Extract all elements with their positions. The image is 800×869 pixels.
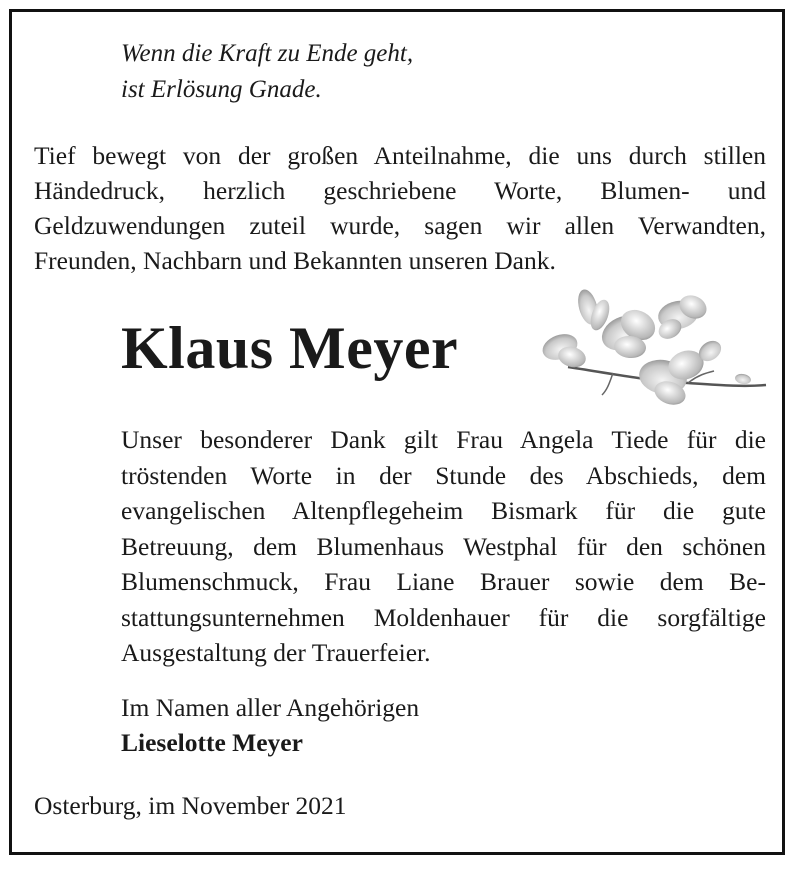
poem-verse <box>121 36 621 108</box>
thanks-line: Betreuung, dem Blumenhaus Westphal für den schönen <box>121 531 766 561</box>
signer-name: Lieselotte Meyer <box>121 728 303 757</box>
deceased-name: Klaus Meyer <box>121 315 459 381</box>
thanks-line: Ausgestaltung der Trauerfeier. <box>121 638 431 667</box>
intro-paragraph: Tief bewegt von der großen Anteilnahme, die uns durch stillen Händedruck, herzlich geschriebene Worte, Blumen- und Geldzuwendungen zuteil wurde, sagen wir allen Verwandten, Freunden, Nachbarn und Bekannten unseren Dank. <box>34 141 766 275</box>
magnolia-branch-icon <box>538 285 770 413</box>
thanks-line: evangelischen Altenpflegeheim Bismark für die gute <box>121 496 766 525</box>
thanks-line: stattungsunternehmen Moldenhauer für die sorgfältige <box>121 602 766 632</box>
thanks-line: Unser besonderer Dank gilt Frau Angela Tiede für die <box>121 425 766 454</box>
closing-block <box>121 690 419 760</box>
place-date: Osterburg, im November 2021 <box>34 791 347 820</box>
thanks-line: Blumenschmuck, Frau Liane Brauer sowie dem Be- <box>121 567 766 596</box>
closing-phrase: Im Namen aller Angehörigen <box>121 693 420 722</box>
thanks-paragraph <box>121 422 766 671</box>
poem-line: ist Erlösung Gnade. <box>121 76 322 103</box>
thanks-line: tröstenden Worte in der Stunde des Abschieds, dem <box>121 460 766 490</box>
poem-line: Wenn die Kraft zu Ende geht, <box>121 40 414 67</box>
